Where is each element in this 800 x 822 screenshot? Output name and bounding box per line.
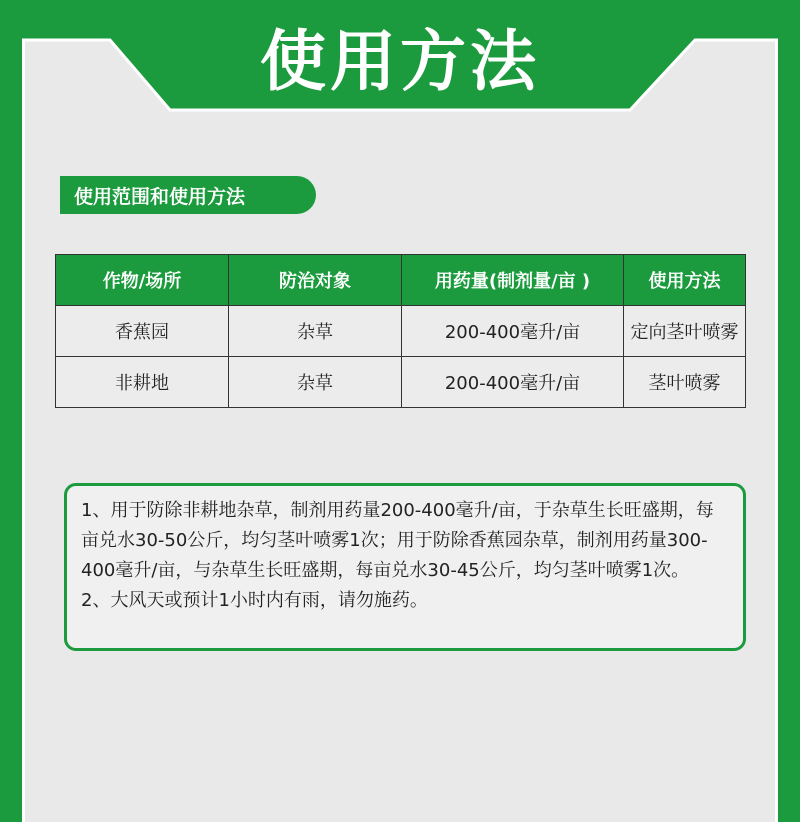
page-title: 使用方法 <box>260 22 540 100</box>
content-panel <box>22 22 778 822</box>
table-cell: 200-400毫升/亩 <box>402 306 624 357</box>
table-row <box>56 306 746 357</box>
column-header: 使用方法 <box>624 255 746 306</box>
section-heading: 使用范围和使用方法 <box>60 176 316 214</box>
column-header: 作物/场所 <box>56 255 229 306</box>
column-header: 防治对象 <box>229 255 402 306</box>
table-cell: 茎叶喷雾 <box>624 357 746 408</box>
column-header: 用药量(制剂量/亩 ) <box>402 255 624 306</box>
note-item: 1、用于防除非耕地杂草，制剂用药量200-400毫升/亩，于杂草生长旺盛期，每亩兑水30-50公斤，均匀茎叶喷雾1次；用于防除香蕉园杂草，制剂用药量300-400毫升/亩，与杂草生长旺盛期，每亩兑水30-45公斤，均匀茎叶喷雾1次。 <box>81 500 714 581</box>
table-header-row <box>56 255 746 306</box>
table-cell: 香蕉园 <box>56 306 229 357</box>
table-row <box>56 357 746 408</box>
notes-box <box>64 483 746 651</box>
table-cell: 定向茎叶喷雾 <box>624 306 746 357</box>
usage-table <box>55 254 746 408</box>
table-cell: 非耕地 <box>56 357 229 408</box>
table-cell: 杂草 <box>229 357 402 408</box>
note-item: 2、大风天或预计1小时内有雨，请勿施药。 <box>81 590 428 611</box>
table-cell: 200-400毫升/亩 <box>402 357 624 408</box>
table-cell: 杂草 <box>229 306 402 357</box>
